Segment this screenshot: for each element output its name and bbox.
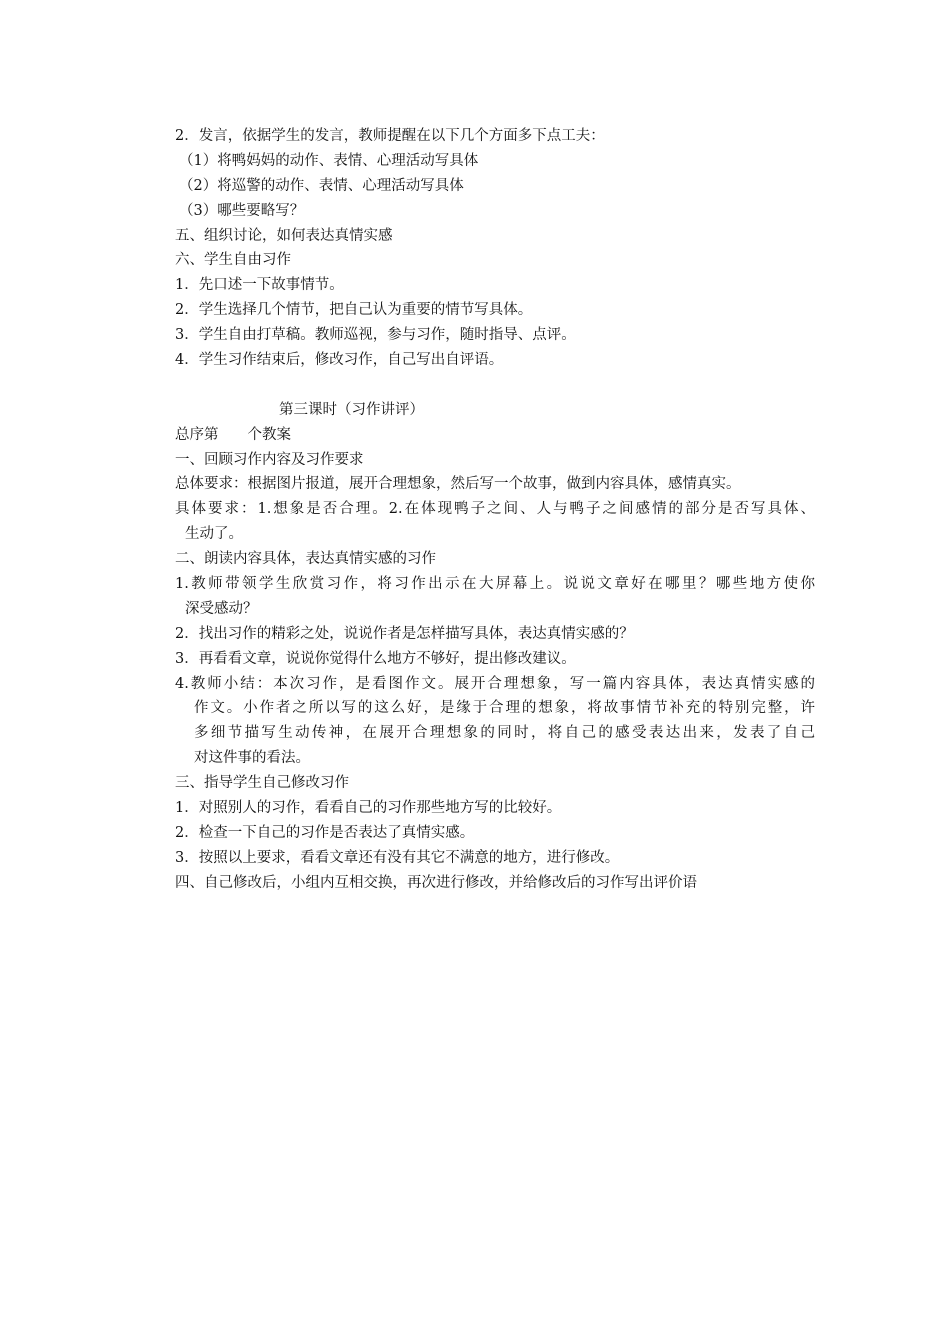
text-line: 多细节描写生动传神，在展开合理想象的同时，将自己的感受表达出来，发表了自己 (194, 725, 815, 742)
text-line: 作文。小作者之所以写的这么好，是缘于合理的想象，将故事情节补充的特别完整，许 (194, 700, 815, 717)
text-line: 对这件事的看法。 (194, 750, 310, 767)
document-body (175, 124, 815, 896)
text-line: （1）将鸭妈妈的动作、表情、心理活动写具体 (179, 152, 479, 169)
text-line: （2）将巡警的动作、表情、心理活动写具体 (179, 177, 464, 194)
text-line: 2．找出习作的精彩之处，说说作者是怎样描写具体，表达真情实感的？ (175, 625, 634, 642)
text-line: 具体要求：1.想象是否合理。2.在体现鸭子之间、人与鸭子之间感情的部分是否写具体、 (175, 501, 815, 518)
text-line: 3．按照以上要求，看看文章还有没有其它不满意的地方，进行修改。 (175, 849, 620, 866)
section-heading: 三、指导学生自己修改习作 (175, 775, 349, 792)
text-line: 4.教师小结：本次习作，是看图作文。展开合理想象，写一篇内容具体，表达真情实感的 (175, 675, 815, 692)
text-line: 1．先口述一下故事情节。 (175, 277, 344, 294)
text-line: 总体要求：根据图片报道，展开合理想象，然后写一个故事，做到内容具体，感情真实。 (175, 476, 741, 493)
text-line: 2．学生选择几个情节，把自己认为重要的情节写具体。 (175, 302, 533, 319)
text-line: 深受感动？ (185, 600, 258, 617)
text-line: 1．对照别人的习作，看看自己的习作那些地方写的比较好。 (175, 800, 562, 817)
section-heading: 二、朗读内容具体，表达真情实感的习作 (175, 551, 436, 568)
text-line: 总序第 个教案 (175, 426, 291, 443)
text-line: 2．发言，依据学生的发言，教师提醒在以下几个方面多下点工夫： (175, 128, 605, 144)
text-line: 3．再看看文章，说说你觉得什么地方不够好，提出修改建议。 (175, 650, 576, 667)
lesson-title: 第三课时（习作讲评） (279, 401, 424, 418)
section-heading: 四、自己修改后，小组内互相交换，再次进行修改，并给修改后的习作写出评价语 (175, 874, 697, 891)
text-line: （3）哪些要略写？ (179, 202, 305, 219)
section-heading: 五、组织讨论，如何表达真情实感 (175, 227, 393, 244)
text-line: 生动了。 (185, 526, 243, 543)
text-line: 2．检查一下自己的习作是否表达了真情实感。 (175, 824, 475, 841)
text-line: 1.教师带领学生欣赏习作，将习作出示在大屏幕上。说说文章好在哪里？哪些地方使你 (175, 576, 815, 593)
text-line: 3．学生自由打草稿。教师巡视，参与习作，随时指导、点评。 (175, 327, 576, 344)
text-line: 4．学生习作结束后，修改习作，自己写出自评语。 (175, 352, 504, 369)
section-heading: 一、回顾习作内容及习作要求 (175, 451, 364, 468)
section-heading: 六、学生自由习作 (175, 252, 291, 269)
blank-line (175, 373, 815, 398)
